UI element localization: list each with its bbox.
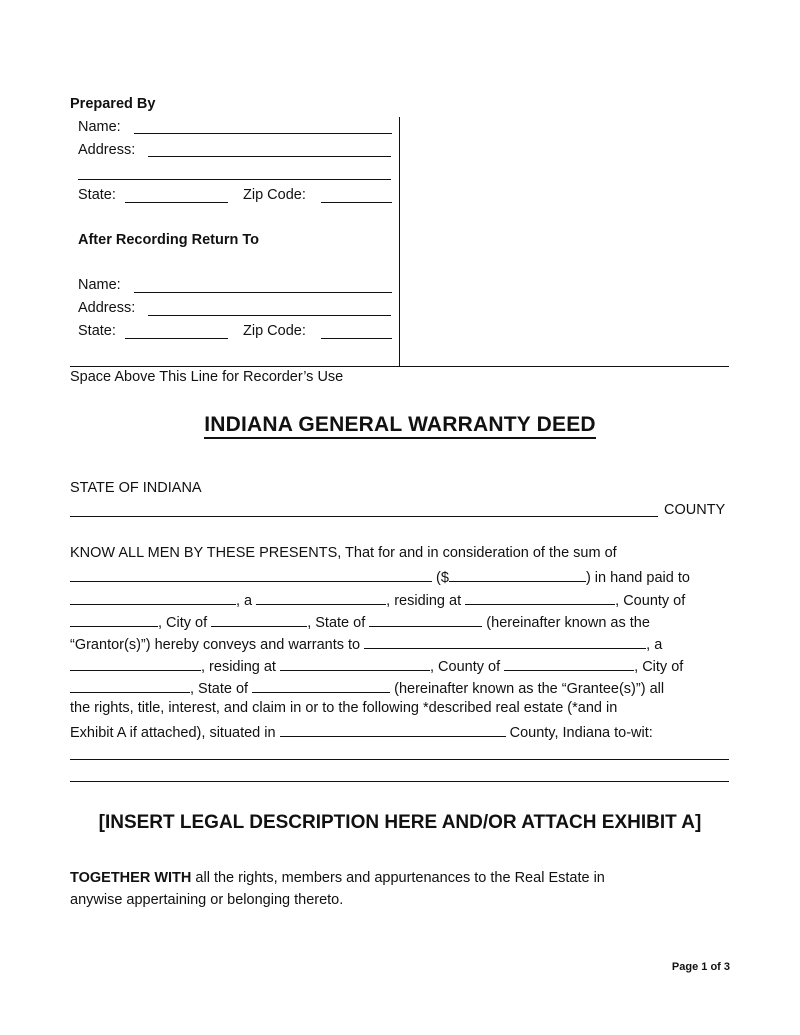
together-bold: TOGETHER WITH <box>70 870 192 886</box>
together-line-1 <box>70 870 729 886</box>
body-line-3 <box>70 590 729 609</box>
property-county-field[interactable] <box>280 722 506 737</box>
grantee-state-field[interactable] <box>252 678 390 693</box>
county-label: COUNTY <box>664 502 726 518</box>
together-text-2: anywise appertaining or belonging thereto. <box>70 892 344 908</box>
prepared-address-field[interactable] <box>148 156 391 157</box>
return-state-label: State: <box>78 323 116 339</box>
consideration-words-field[interactable] <box>70 567 432 582</box>
prepared-zip-field[interactable] <box>321 202 392 203</box>
prepared-state-field[interactable] <box>125 202 228 203</box>
grantee-name-field[interactable] <box>364 634 646 649</box>
grantee-type-field[interactable] <box>70 656 201 671</box>
prepared-by-heading: Prepared By <box>70 96 156 112</box>
legal-description-line-2[interactable] <box>70 781 729 782</box>
body-text: ($ <box>436 570 449 586</box>
return-zip-field[interactable] <box>321 338 392 339</box>
return-name-field[interactable] <box>134 292 392 293</box>
county-field[interactable] <box>70 516 658 517</box>
grantee-city-field[interactable] <box>70 678 190 693</box>
recorder-note: Space Above This Line for Recorder’s Use <box>70 369 344 385</box>
prepared-state-label: State: <box>78 187 116 203</box>
body-text: , residing at <box>386 593 462 609</box>
body-line-9 <box>70 722 729 741</box>
recorder-divider <box>70 366 729 367</box>
grantor-county-field[interactable] <box>70 612 158 627</box>
together-text: all the rights, members and appurtenances to the Real Estate in <box>191 870 605 886</box>
legal-description-line-1[interactable] <box>70 759 729 760</box>
body-text: , a <box>646 637 663 653</box>
state-line: STATE OF INDIANA <box>70 480 202 496</box>
together-line-2 <box>70 892 729 908</box>
page-title-text: INDIANA GENERAL WARRANTY DEED <box>204 413 596 439</box>
grantee-address-field[interactable] <box>280 656 430 671</box>
grantor-state-field[interactable] <box>369 612 482 627</box>
body-text: , State of <box>307 615 366 631</box>
body-text: , residing at <box>201 659 276 675</box>
prepared-address-label: Address: <box>78 142 136 158</box>
return-name-label: Name: <box>78 277 121 293</box>
body-text: the rights, title, interest, and claim in or to the following *described real estate (*and in <box>70 700 618 716</box>
page-title <box>0 413 800 437</box>
page-number: Page 1 of 3 <box>671 961 730 973</box>
prepared-name-field[interactable] <box>134 133 392 134</box>
body-line-4 <box>70 612 729 631</box>
body-text: , a <box>236 593 253 609</box>
prepared-address-field-2[interactable] <box>78 179 391 180</box>
consideration-amount-field[interactable] <box>449 567 586 582</box>
header-vertical-divider <box>399 117 400 367</box>
grantee-county-field[interactable] <box>504 656 634 671</box>
body-line-7 <box>70 678 729 697</box>
return-to-heading: After Recording Return To <box>78 232 259 248</box>
prepared-name-label: Name: <box>78 119 121 135</box>
return-address-label: Address: <box>78 300 136 316</box>
return-zip-label: Zip Code: <box>243 323 306 339</box>
prepared-zip-label: Zip Code: <box>243 187 306 203</box>
body-text: , County of <box>615 593 686 609</box>
return-address-field[interactable] <box>148 315 391 316</box>
body-line-5 <box>70 634 729 653</box>
body-text: , County of <box>430 659 501 675</box>
grantor-name-field[interactable] <box>70 590 236 605</box>
body-text: (hereinafter known as the <box>486 615 650 631</box>
body-text: , City of <box>158 615 208 631</box>
body-text: Exhibit A if attached), situated in <box>70 725 276 741</box>
body-text: , City of <box>634 659 684 675</box>
body-text: County, Indiana to-wit: <box>509 725 653 741</box>
body-text: KNOW ALL MEN BY THESE PRESENTS, That for and in consideration of the sum of <box>70 545 617 561</box>
grantor-type-field[interactable] <box>256 590 386 605</box>
legal-description-heading: [INSERT LEGAL DESCRIPTION HERE AND/OR ATTACH EXHIBIT A] <box>98 812 702 833</box>
grantor-address-field[interactable] <box>465 590 615 605</box>
body-line-8 <box>70 700 729 716</box>
body-text: ) in hand paid to <box>585 570 690 586</box>
body-text: (hereinafter known as the “Grantee(s)”) all <box>394 681 665 697</box>
body-line-2 <box>70 567 729 586</box>
return-state-field[interactable] <box>125 338 228 339</box>
body-text: “Grantor(s)”) hereby conveys and warrants to <box>70 637 361 653</box>
body-line-1 <box>70 545 729 561</box>
body-line-6 <box>70 656 729 675</box>
grantor-city-field[interactable] <box>211 612 307 627</box>
body-text: , State of <box>190 681 249 697</box>
